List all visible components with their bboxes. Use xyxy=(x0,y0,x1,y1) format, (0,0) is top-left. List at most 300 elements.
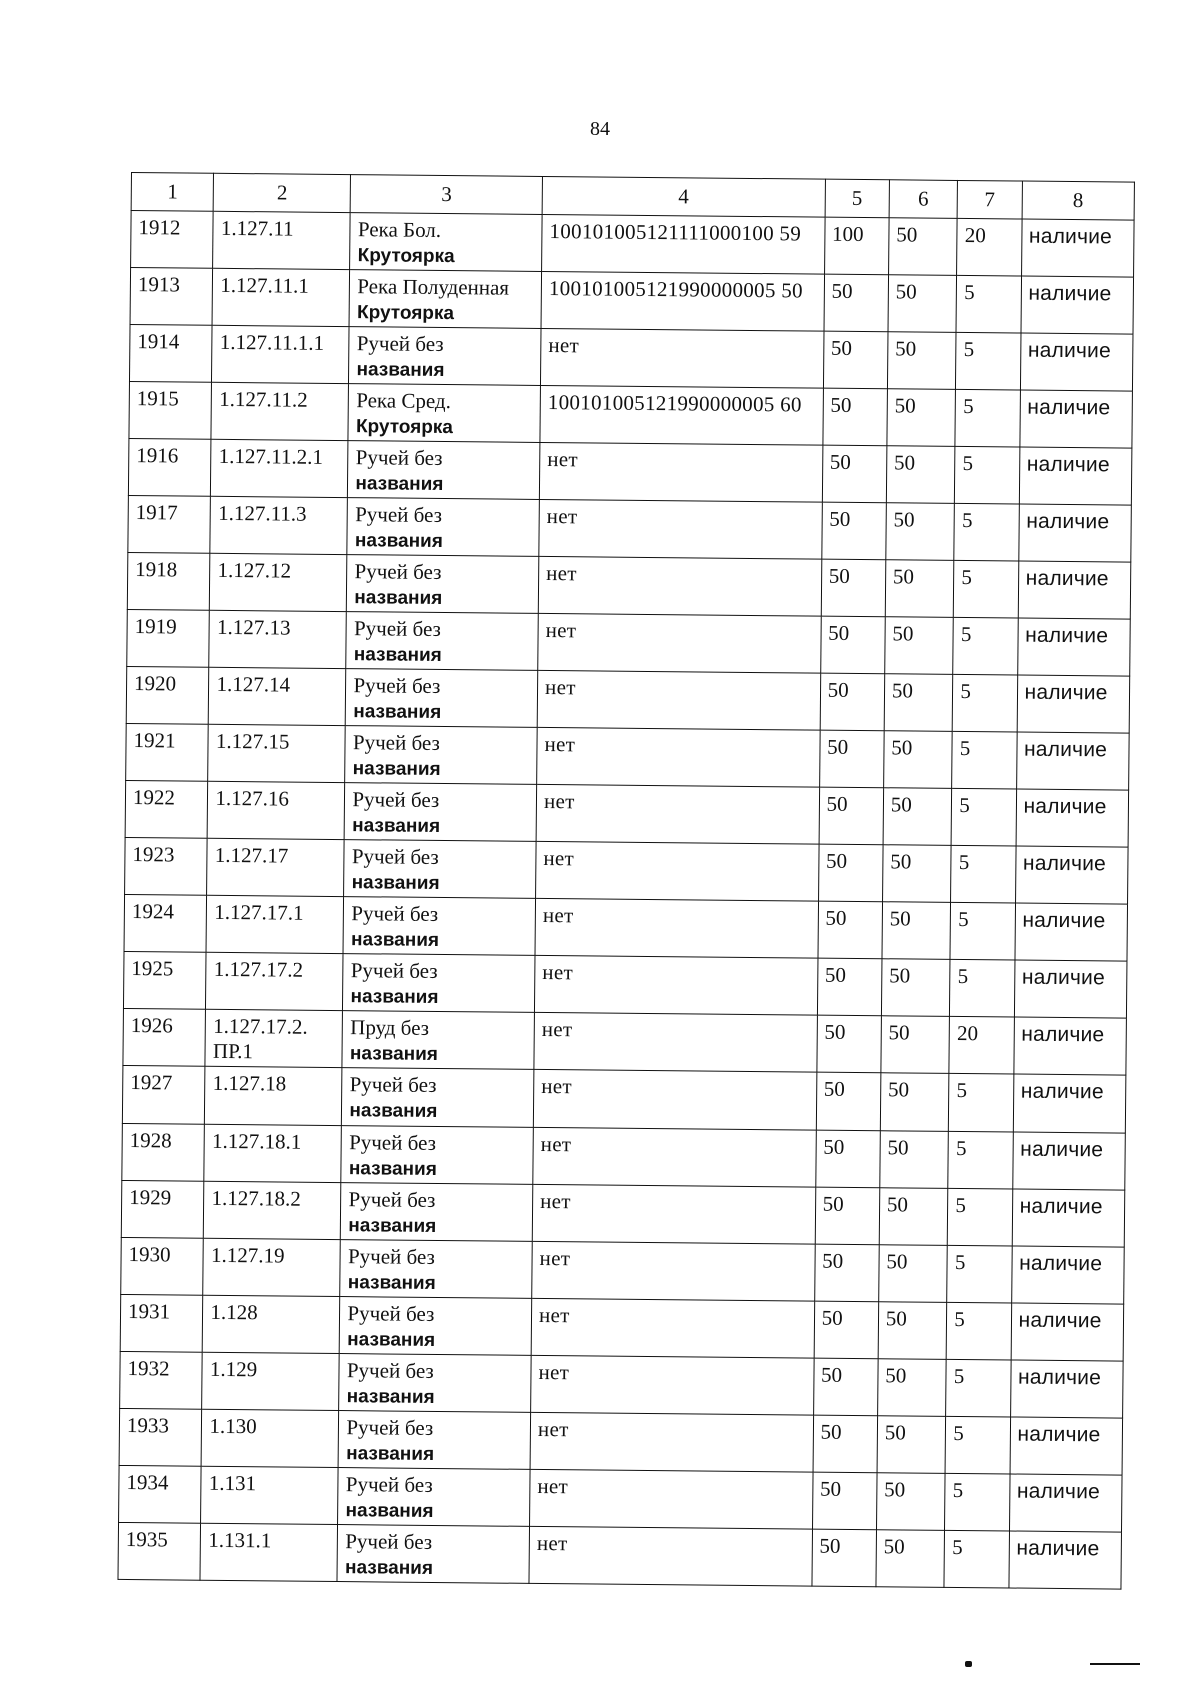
column-header-4: 4 xyxy=(542,176,825,217)
cell-name xyxy=(338,1467,530,1526)
cell-code xyxy=(205,1010,343,1068)
row-number: 1919 xyxy=(134,614,177,639)
cell-col8 xyxy=(1018,561,1131,619)
object-code: 1.127.11 xyxy=(220,215,294,241)
status-text: наличие xyxy=(1023,794,1107,819)
object-name: названия xyxy=(351,872,440,895)
value-col6: 50 xyxy=(885,1362,907,1388)
cell-col6 xyxy=(877,1358,946,1416)
cell-col8 xyxy=(1014,960,1127,1018)
value-col6: 50 xyxy=(889,963,911,988)
object-name: названия xyxy=(352,815,441,838)
cell-number xyxy=(119,1408,202,1466)
cell-col7 xyxy=(946,1302,1011,1360)
cell-col5 xyxy=(815,1187,880,1245)
object-code: 1.127.17.2. ПР.1 xyxy=(212,1014,308,1064)
value-col7: 5 xyxy=(957,964,969,989)
object-code: 1.127.18.2 xyxy=(211,1185,301,1211)
object-type: Ручей без xyxy=(353,673,441,699)
cell-name xyxy=(346,612,538,671)
cell-col6 xyxy=(883,788,952,846)
status-text: наличие xyxy=(1027,338,1112,363)
object-code: 1.127.11.2 xyxy=(219,386,308,412)
cell-col5 xyxy=(824,274,889,332)
cell-col5 xyxy=(815,1130,880,1188)
value-col6: 50 xyxy=(894,393,916,418)
cell-code xyxy=(206,953,344,1011)
status-text: наличие xyxy=(1022,908,1106,933)
cell-col7 xyxy=(947,1245,1012,1303)
value-col6: 50 xyxy=(886,1191,909,1217)
cell-col6 xyxy=(886,446,955,504)
value-col7: 5 xyxy=(964,280,975,305)
table-row xyxy=(122,1066,1126,1133)
value-col6: 50 xyxy=(895,336,917,361)
cell-col8 xyxy=(1013,1017,1126,1075)
cell-number xyxy=(127,553,210,611)
registry-code: нет xyxy=(547,447,579,472)
value-col6: 50 xyxy=(890,849,912,874)
value-col5: 50 xyxy=(828,563,850,589)
cell-name xyxy=(347,555,539,614)
cell-col6 xyxy=(876,1529,945,1587)
cell-code xyxy=(207,839,345,897)
object-code: 1.127.18 xyxy=(212,1071,287,1096)
cell-col5 xyxy=(817,959,882,1017)
table-row xyxy=(130,268,1134,335)
cell-registry xyxy=(534,956,817,1016)
cell-col7 xyxy=(956,275,1021,333)
cell-col6 xyxy=(884,674,953,732)
cell-col5 xyxy=(823,388,888,446)
object-name: названия xyxy=(350,929,440,952)
cell-col5 xyxy=(824,217,889,275)
object-name: названия xyxy=(348,1157,437,1180)
table-row xyxy=(124,895,1128,962)
value-col7: 5 xyxy=(962,451,974,476)
value-col6: 50 xyxy=(893,450,916,475)
value-col5: 50 xyxy=(819,1476,842,1501)
status-text: наличие xyxy=(1020,1137,1104,1161)
status-text: наличие xyxy=(1028,281,1112,306)
registry-code: нет xyxy=(537,1416,569,1441)
value-col6: 50 xyxy=(883,1534,905,1559)
cell-name xyxy=(344,840,536,899)
value-col7: 5 xyxy=(952,1534,963,1559)
cell-code xyxy=(205,1067,343,1125)
registry-code: 100101005121990000005 50 xyxy=(548,276,803,303)
cell-col5 xyxy=(819,787,884,845)
registry-code: нет xyxy=(544,732,576,757)
cell-col8 xyxy=(1017,675,1130,733)
cell-number xyxy=(121,1237,204,1295)
cell-name xyxy=(340,1296,532,1355)
cell-registry xyxy=(538,557,821,617)
status-text: наличие xyxy=(1027,395,1111,420)
object-name: названия xyxy=(347,1271,436,1294)
cell-code xyxy=(208,725,346,783)
value-col5: 50 xyxy=(830,392,852,418)
registry-code: нет xyxy=(543,846,575,871)
table-row xyxy=(125,838,1129,905)
object-name: названия xyxy=(353,701,442,724)
cell-number xyxy=(128,439,211,497)
cell-registry xyxy=(536,842,819,902)
cell-number xyxy=(123,952,206,1010)
cell-registry xyxy=(539,500,822,560)
object-name: Крутоярка xyxy=(357,245,455,268)
cell-name xyxy=(342,1011,534,1070)
column-header-1: 1 xyxy=(131,173,214,212)
object-code: 1.128 xyxy=(210,1299,258,1324)
cell-name xyxy=(345,783,537,842)
table-row xyxy=(127,553,1131,620)
page-number: 84 xyxy=(590,118,610,140)
object-code: 1.127.18.1 xyxy=(212,1128,302,1154)
registry-code: 100101005121111000100 59 xyxy=(549,219,802,246)
cell-col6 xyxy=(888,275,957,333)
object-name: названия xyxy=(350,986,439,1009)
object-code: 1.127.11.1.1 xyxy=(219,329,325,355)
cell-col7 xyxy=(950,960,1015,1018)
value-col7: 5 xyxy=(958,907,969,932)
cell-col8 xyxy=(1012,1132,1125,1190)
value-col7: 5 xyxy=(961,508,973,533)
object-type: Ручей без xyxy=(346,1414,434,1440)
table-row xyxy=(126,667,1130,734)
object-type: Ручей без xyxy=(347,1300,435,1326)
registry-code: нет xyxy=(536,1530,568,1555)
cell-name xyxy=(340,1239,532,1298)
value-col6: 50 xyxy=(891,735,913,760)
cell-number xyxy=(127,610,210,668)
value-col6: 50 xyxy=(896,222,918,247)
cell-col8 xyxy=(1016,789,1129,847)
cell-number xyxy=(131,211,214,269)
table-row xyxy=(119,1408,1123,1475)
object-type: Ручей без xyxy=(348,1186,436,1212)
value-col6: 50 xyxy=(892,564,915,589)
registry-code: нет xyxy=(542,960,574,985)
status-text: наличие xyxy=(1028,224,1113,249)
registry-code: нет xyxy=(541,1074,573,1099)
cell-number xyxy=(122,1066,205,1124)
value-col7: 5 xyxy=(963,394,974,419)
object-code: 1.127.11.3 xyxy=(218,501,307,526)
table-row xyxy=(126,724,1130,791)
value-col7: 5 xyxy=(953,1420,964,1445)
cell-col5 xyxy=(812,1472,877,1530)
status-text: наличие xyxy=(1019,1194,1103,1218)
cell-col5 xyxy=(816,1073,881,1131)
cell-registry xyxy=(535,899,818,959)
scan-mark xyxy=(965,1661,972,1667)
column-header-2: 2 xyxy=(214,173,351,212)
row-number: 1929 xyxy=(129,1184,172,1209)
table-row xyxy=(129,382,1133,449)
table-row xyxy=(123,952,1127,1019)
cell-number xyxy=(126,724,209,782)
object-code: 1.127.17 xyxy=(214,843,289,868)
registry-code: нет xyxy=(544,675,576,700)
cell-col7 xyxy=(945,1416,1010,1474)
cell-number xyxy=(122,1123,205,1181)
cell-code xyxy=(210,553,348,611)
cell-number xyxy=(129,325,212,383)
row-number: 1925 xyxy=(131,956,174,981)
value-col5: 50 xyxy=(824,1020,846,1045)
value-col6: 50 xyxy=(884,1419,906,1445)
value-col5: 50 xyxy=(828,620,850,646)
cell-col5 xyxy=(818,902,883,960)
object-name: названия xyxy=(355,473,444,496)
object-type: Ручей без xyxy=(350,958,438,984)
cell-col6 xyxy=(876,1472,945,1530)
status-text: наличие xyxy=(1016,1536,1100,1561)
status-text: наличие xyxy=(1026,452,1110,477)
value-col7: 5 xyxy=(956,1078,968,1103)
cell-code xyxy=(209,610,347,668)
row-number: 1935 xyxy=(125,1526,168,1552)
cell-col8 xyxy=(1019,447,1132,505)
cell-code xyxy=(204,1181,342,1239)
status-text: наличие xyxy=(1017,1422,1101,1447)
object-code: 1.127.15 xyxy=(215,729,290,754)
cell-number xyxy=(120,1294,203,1352)
table-row xyxy=(121,1180,1125,1247)
cell-code xyxy=(208,782,346,840)
object-code: 1.127.11.1 xyxy=(220,272,309,298)
registry-code: нет xyxy=(546,561,577,586)
object-name: названия xyxy=(346,1385,435,1408)
column-header-7: 7 xyxy=(957,180,1022,219)
cell-col5 xyxy=(823,331,888,389)
object-type: Ручей без xyxy=(355,502,443,528)
cell-col8 xyxy=(1017,618,1130,676)
value-col5: 50 xyxy=(826,792,848,817)
value-col5: 100 xyxy=(831,221,864,247)
cell-number xyxy=(128,496,211,554)
value-col7: 5 xyxy=(954,1306,965,1331)
value-col7: 5 xyxy=(955,1192,967,1217)
cell-code xyxy=(212,268,350,326)
value-col7: 5 xyxy=(953,1363,965,1388)
cell-col8 xyxy=(1010,1360,1123,1418)
row-number: 1927 xyxy=(130,1070,173,1095)
object-type: Река Сред. xyxy=(356,388,452,414)
cell-registry xyxy=(541,329,824,389)
registry-code: нет xyxy=(537,1473,569,1498)
status-text: наличие xyxy=(1023,737,1108,762)
cell-code xyxy=(211,382,349,440)
cell-col8 xyxy=(1021,276,1134,334)
object-code: 1.129 xyxy=(209,1356,258,1381)
cell-code xyxy=(212,325,350,383)
value-col5: 50 xyxy=(824,963,847,988)
cell-col6 xyxy=(881,1016,950,1074)
object-code: 1.127.19 xyxy=(210,1242,285,1268)
value-col7: 5 xyxy=(955,1135,967,1160)
row-number: 1916 xyxy=(136,443,179,468)
row-number: 1921 xyxy=(133,728,176,753)
column-header-5: 5 xyxy=(825,179,890,218)
value-col7: 5 xyxy=(961,565,973,590)
cell-col6 xyxy=(885,617,954,675)
table-row xyxy=(123,1009,1127,1076)
cell-name xyxy=(339,1353,531,1412)
value-col7: 5 xyxy=(960,679,972,704)
cell-col8 xyxy=(1010,1417,1123,1475)
value-col7: 5 xyxy=(959,736,971,761)
object-code: 1.131.1 xyxy=(208,1527,272,1553)
cell-col6 xyxy=(885,560,954,618)
cell-registry xyxy=(538,614,821,674)
table-row xyxy=(127,610,1131,677)
row-number: 1917 xyxy=(135,500,178,525)
value-col6: 50 xyxy=(889,906,911,931)
cell-code xyxy=(202,1409,340,1467)
row-number: 1933 xyxy=(126,1412,170,1438)
cell-col8 xyxy=(1011,1303,1124,1361)
object-code: 1.127.11.2.1 xyxy=(218,443,324,469)
table-row xyxy=(120,1351,1124,1418)
scan-line xyxy=(1090,1663,1140,1665)
cell-col6 xyxy=(886,503,955,561)
cell-number xyxy=(126,667,209,725)
cell-col8 xyxy=(1015,846,1128,904)
object-name: названия xyxy=(354,530,443,553)
object-type: Ручей без xyxy=(349,1129,437,1155)
status-text: наличие xyxy=(1020,1080,1104,1104)
status-text: наличие xyxy=(1016,1479,1101,1504)
value-col5: 50 xyxy=(821,1362,843,1387)
table-row xyxy=(129,325,1133,392)
cell-number xyxy=(129,382,212,440)
cell-col5 xyxy=(819,730,884,788)
table-row xyxy=(128,496,1132,563)
table-row xyxy=(119,1465,1123,1532)
cell-col7 xyxy=(956,332,1021,390)
value-col6: 50 xyxy=(893,507,915,532)
object-type: Ручей без xyxy=(351,901,439,927)
cell-col6 xyxy=(883,731,952,789)
status-text: наличие xyxy=(1021,1023,1105,1047)
object-type: Пруд без xyxy=(350,1015,430,1041)
object-type: Ручей без xyxy=(347,1243,435,1269)
value-col6: 50 xyxy=(884,1476,906,1502)
cell-col8 xyxy=(1009,1531,1122,1589)
object-name: названия xyxy=(346,1442,435,1465)
value-col6: 50 xyxy=(888,1020,910,1045)
cell-code xyxy=(202,1352,340,1410)
row-number: 1920 xyxy=(133,671,177,696)
cell-registry xyxy=(540,386,823,446)
cell-col7 xyxy=(950,903,1015,961)
cell-registry xyxy=(532,1241,815,1301)
value-col5: 50 xyxy=(819,1533,841,1558)
cell-code xyxy=(200,1523,338,1582)
row-number: 1926 xyxy=(130,1013,173,1038)
object-code: 1.127.13 xyxy=(216,615,291,640)
value-col5: 50 xyxy=(825,906,847,931)
table-row xyxy=(128,439,1132,506)
object-name: Крутоярка xyxy=(355,416,454,439)
object-type: Ручей без xyxy=(352,787,440,813)
cell-col8 xyxy=(1018,504,1131,562)
object-name: названия xyxy=(349,1100,438,1123)
cell-col5 xyxy=(817,1016,882,1074)
object-name: названия xyxy=(352,758,441,781)
value-col5: 50 xyxy=(821,1305,843,1330)
value-col5: 50 xyxy=(820,1419,842,1444)
status-text: наличие xyxy=(1025,623,1109,648)
table-row xyxy=(131,211,1135,278)
cell-name xyxy=(350,213,542,272)
status-text: наличие xyxy=(1025,566,1109,591)
cell-registry xyxy=(529,1526,812,1586)
registry-code: нет xyxy=(538,1302,570,1327)
registry-code: нет xyxy=(540,1188,571,1213)
cell-col7 xyxy=(957,218,1022,276)
object-name: названия xyxy=(344,1556,434,1579)
cell-name xyxy=(343,897,535,956)
table-row xyxy=(121,1237,1125,1304)
cell-col6 xyxy=(879,1187,948,1245)
cell-number xyxy=(125,781,208,839)
cell-col7 xyxy=(945,1473,1010,1531)
cell-col8 xyxy=(1016,732,1129,790)
cell-registry xyxy=(533,1127,816,1187)
object-name: названия xyxy=(345,1499,434,1522)
value-col5: 50 xyxy=(822,1248,844,1273)
cell-col7 xyxy=(955,390,1020,448)
cell-code xyxy=(211,439,349,497)
cell-name xyxy=(347,498,539,557)
cell-col6 xyxy=(882,902,951,960)
cell-col7 xyxy=(952,732,1017,790)
value-col7: 20 xyxy=(956,1021,979,1046)
object-type: Ручей без xyxy=(356,331,444,357)
registry-code: нет xyxy=(539,1245,571,1270)
cell-code xyxy=(203,1238,341,1296)
object-name: названия xyxy=(349,1043,439,1066)
cell-number xyxy=(123,1009,206,1067)
object-code: 1.127.12 xyxy=(217,558,292,583)
cell-col7 xyxy=(946,1359,1011,1417)
value-col6: 50 xyxy=(891,678,914,703)
cell-col8 xyxy=(1009,1474,1122,1532)
table-row xyxy=(125,781,1129,848)
column-header-3: 3 xyxy=(351,175,543,215)
object-code: 1.127.17.2 xyxy=(213,957,304,983)
value-col6: 50 xyxy=(890,792,912,817)
cell-col6 xyxy=(882,845,951,903)
cell-col6 xyxy=(888,218,957,276)
row-number: 1923 xyxy=(132,842,175,867)
column-header-8: 8 xyxy=(1022,181,1135,220)
column-header-6: 6 xyxy=(889,180,958,219)
cell-number xyxy=(125,838,208,896)
cell-col7 xyxy=(951,846,1016,904)
registry-code: нет xyxy=(548,333,580,358)
cell-col7 xyxy=(954,504,1019,562)
row-number: 1924 xyxy=(131,899,175,924)
object-type: Ручей без xyxy=(355,445,443,471)
value-col5: 50 xyxy=(823,1134,845,1159)
cell-name xyxy=(349,270,541,329)
object-name: названия xyxy=(356,359,445,382)
cell-registry xyxy=(537,671,820,731)
